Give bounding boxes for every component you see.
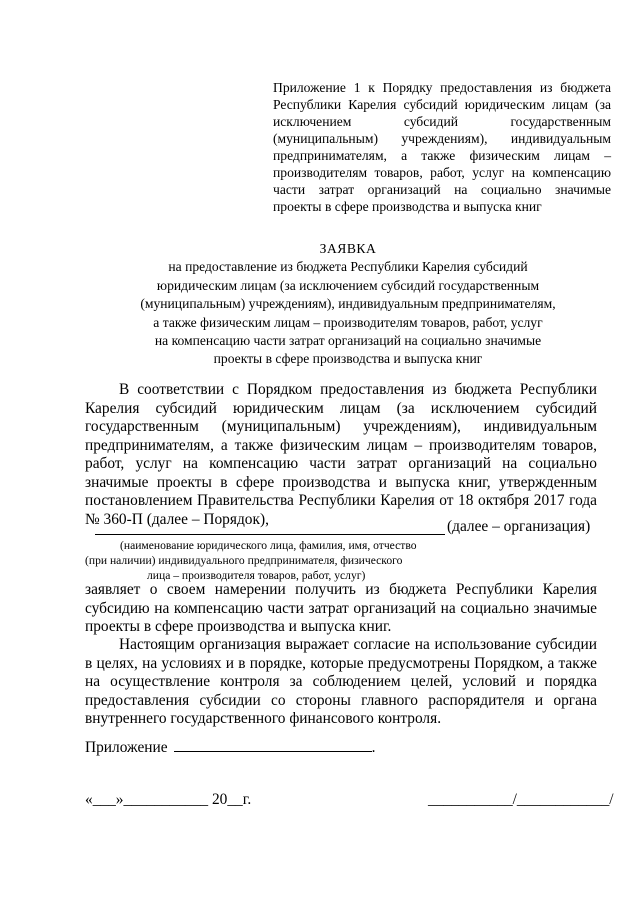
heading-line: (муниципальным) учреждениям), индивидуальным предпринимателям, [140,296,556,312]
heading-line: юридическим лицам (за исключением субсидий государственным [156,277,540,293]
heading-line: проекты в сфере производства и выпуска книг [213,351,483,367]
paragraph-consent: Настоящим организация выражает согласие на использование субсидии в целях, на условиях и в порядке, которые предусмотрены Порядком, а также на осуществление контроля за соблюдением целей, условий и порядка предоставления субсидии со стороны главного распорядителя и органа внутреннего государственного финансового контроля. [85,636,597,727]
field-caption-line: лица – производителя товаров, работ, услуг) [147,569,366,582]
paragraph-intent: заявляет о своем намерении получить из бюджета Республики Карелия субсидию на компенсацию части затрат организаций на социально значимые проекты в сфере производства и выпуска книг. [85,581,597,635]
appendix-label: Приложение [85,739,168,756]
appendix-row [85,737,375,757]
field-caption-line: (наименование юридического лица, фамилия, имя, отчество [120,539,417,552]
paragraph-intro: В соответствии с Порядком предоставления из бюджета Республики Карелия субсидий юридическим лицам (за исключением субсидий государственным (муниципальным) учреждениям), индивидуальным предпринимателям, а также физическим лицам – производителям товаров, работ, услуг на компенсацию части затрат организаций на социально значимые проекты в сфере производства и выпуска книг, утвержденным постановлением Правительства Республики Карелия от 18 октября 2017 года № 360-П (далее – Порядок), [85,381,597,528]
document-heading [88,240,608,369]
organization-name-field [95,518,607,538]
appendix-end: . [371,739,376,756]
organization-suffix: (далее – организация) [447,518,591,535]
heading-line: на предоставление из бюджета Республики Карелия субсидий [168,259,528,275]
field-caption-line: (при наличии) индивидуального предпринимателя, физического [85,554,403,567]
appendix-blank [174,737,372,752]
heading-line: на компенсацию части затрат организаций на социально значимые [154,333,542,349]
annex-reference: Приложение 1 к Порядку предоставления из бюджета Республики Карелия субсидий юридическим лицам (за исключением субсидий государственным (муниципальным) учреждениям), индивидуальным предпринимателям, а также физическим лицам – производителям товаров, работ, услуг на компенсацию части затрат организаций на социально значимые проекты в сфере производства и выпуска книг [273,80,611,214]
heading-title: ЗАЯВКА [319,241,377,256]
date-line: «___»___________ 20__г. [85,791,252,808]
organization-name-blank [95,534,445,535]
heading-line: а также физическим лицам – производителям товаров, работ, услуг [153,314,543,330]
signature-line: ___________/____________/ [428,791,614,808]
